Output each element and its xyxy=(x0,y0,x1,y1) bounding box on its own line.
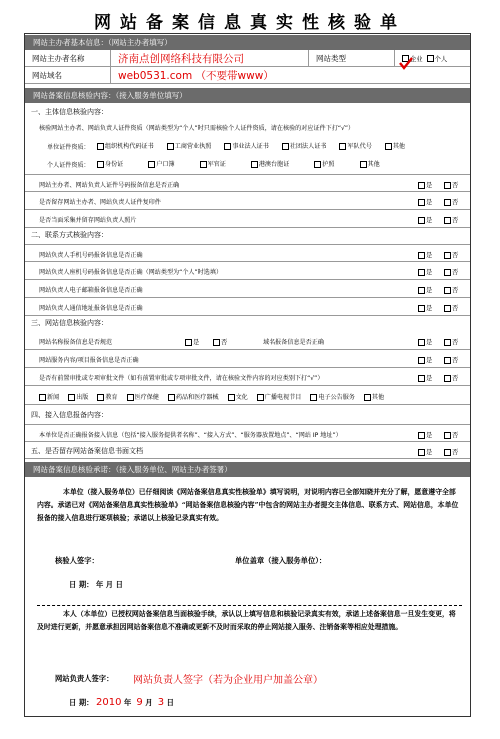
s3-q2-yes[interactable]: 是 xyxy=(418,355,432,364)
s2-row-1: 网站负责人座机号码报备信息是否正确（网站类型为“个人”时选填） 是 否 xyxy=(25,262,470,280)
approval-option-0[interactable]: 新闻 xyxy=(39,394,59,401)
person-cert-option-0[interactable]: 身份证 xyxy=(97,161,123,168)
s4-yes[interactable]: 是 xyxy=(418,430,432,439)
section-5-title: 五、是否留存网站备案信息书面文档 xyxy=(31,447,143,455)
s1-row-0: 网站主办者、网站负责人证件号码报备信息是否正确 是 否 xyxy=(25,174,470,192)
s5-yes[interactable]: 是 xyxy=(418,447,432,456)
commit-paragraph-1: 本单位（接入服务单位）已仔细阅读《网站备案信息真实性核验单》填写说明，对说明内容已全部知晓并充分了解，愿意遵守全部内容。承诺已对《网站备案信息真实性核验单》“网站备案信息核验内容”中包含的网站主办者提交主体信息、联系方式、网站信息，本单位报备的接入信息进行逐项核验；承诺以上核验记录真实有效。 xyxy=(37,488,459,522)
verification-form xyxy=(24,33,471,717)
s3-q1-no[interactable]: 否 xyxy=(213,337,227,346)
approval-option-2[interactable]: 教育 xyxy=(97,394,117,401)
s2-row-2: 网站负责人电子邮箱报备信息是否正确 是 否 xyxy=(25,280,470,298)
page-title: 网站备案信息真实性核验单 xyxy=(94,13,406,33)
person-cert-option-3[interactable]: 港澳台胞证 xyxy=(251,161,289,168)
commit-paragraph-2: 本人（本单位）已授权网站备案信息当面核验手续，承认以上填写信息和核验记录真实有效，承诺上述备案信息一旦发生变更，将及时进行更新，并愿意承担因网站备案信息不准确或更新不及时而采取的停止网站接入服务、注销备案等相应处理措施。 xyxy=(37,610,456,631)
domain-label: 网站域名 xyxy=(25,67,111,83)
s1-yes-1[interactable]: 是 xyxy=(418,197,432,206)
domain-value: web0531.com （不要带www） xyxy=(118,69,274,82)
s1-row-1: 是否留存网站主办者、网站负责人证件复印件 是 否 xyxy=(25,192,470,210)
s4-no[interactable]: 否 xyxy=(444,430,458,439)
type-company-checkbox[interactable]: 企业 xyxy=(402,54,423,63)
section-3-title: 三、网站信息核验内容： xyxy=(31,319,108,327)
section-1-title: 一、主体信息核验内容： xyxy=(31,108,108,116)
s1-no-1[interactable]: 否 xyxy=(444,197,458,206)
date-year: 2010 xyxy=(95,697,122,708)
person-cert-label: 个人证件资质： xyxy=(47,162,90,169)
unit-cert-label: 单位证件资质： xyxy=(47,144,90,151)
unit-cert-option-4[interactable]: 军队代号 xyxy=(339,143,371,150)
s1-yes-2[interactable]: 是 xyxy=(418,215,432,224)
s1-no-2[interactable]: 否 xyxy=(444,215,458,224)
date-month: 9 xyxy=(136,697,143,708)
approval-option-8[interactable]: 其他 xyxy=(364,394,384,401)
unit-cert-options xyxy=(97,141,418,150)
date-day: 3 xyxy=(157,697,165,708)
s3-q1-yes[interactable]: 是 xyxy=(185,337,199,346)
person-cert-option-4[interactable]: 护照 xyxy=(314,161,334,168)
s3-q3-no[interactable]: 否 xyxy=(444,373,458,382)
s3-q1b-no[interactable]: 否 xyxy=(444,337,458,346)
approval-option-3[interactable]: 医疗保健 xyxy=(127,394,159,401)
basic-info-header: 网站主办者基本信息：（网站主办者填写） xyxy=(25,35,470,50)
unit-cert-option-3[interactable]: 社团法人证书 xyxy=(282,143,327,150)
s2-no-2[interactable]: 否 xyxy=(444,285,458,294)
date-line-2: 日 期： 2010 年 9 月 3 日 xyxy=(69,697,174,708)
s4-row: 本单位是否正确报备接入信息（包括“接入服务提供者名称”、“接入方式”、“服务器放置地点”、“网站 IP 地址”） 是 否 xyxy=(25,424,470,442)
s2-row-3: 网站负责人通信地址报备信息是否正确 是 否 xyxy=(25,298,470,316)
name-field[interactable] xyxy=(111,50,309,66)
unit-cert-option-1[interactable]: 工商营业执照 xyxy=(167,143,212,150)
name-label: 网站主办者名称 xyxy=(25,50,111,66)
approval-option-7[interactable]: 电子公告服务 xyxy=(310,394,355,401)
s2-yes-2[interactable]: 是 xyxy=(418,285,432,294)
type-label: 网站类型 xyxy=(309,50,395,66)
checkmark-icon xyxy=(398,56,414,72)
s2-yes-3[interactable]: 是 xyxy=(418,303,432,312)
person-cert-option-2[interactable]: 军官证 xyxy=(200,161,226,168)
s1-yes-0[interactable]: 是 xyxy=(418,180,432,189)
unit-cert-option-2[interactable]: 事业法人证书 xyxy=(224,143,269,150)
domain-field[interactable] xyxy=(111,67,470,83)
date-line-1: 日 期： 年 月 日 xyxy=(69,580,123,589)
approval-option-5[interactable]: 文化 xyxy=(228,394,248,401)
s1-no-0[interactable]: 否 xyxy=(444,180,458,189)
s3-q1b-yes[interactable]: 是 xyxy=(418,337,432,346)
commit-header: 网站备案信息核验承诺：（接入服务单位、网站主办者签署） xyxy=(25,462,470,477)
s3-row-3: 是否有前置审批或专项审批文件（如有前置审批或专项审批文件，请在核验文件内容的对应类别下打“√”） 是 否 xyxy=(25,368,470,386)
s5-no[interactable]: 否 xyxy=(444,447,458,456)
s3-q3-yes[interactable]: 是 xyxy=(418,373,432,382)
approval-option-6[interactable]: 广播电视节目 xyxy=(257,394,302,401)
s2-no-1[interactable]: 否 xyxy=(444,267,458,276)
name-value: 济南点创网络科技有限公司 xyxy=(118,52,244,65)
section-2-title: 二、联系方式核验内容： xyxy=(31,231,108,239)
verifier-signature-label: 核验人签字： xyxy=(55,556,99,565)
s2-row-0: 网站负责人手机号码报备信息是否正确 是 否 xyxy=(25,244,470,262)
s2-no-3[interactable]: 否 xyxy=(444,303,458,312)
person-cert-option-1[interactable]: 户口簿 xyxy=(148,161,174,168)
responsible-signature-label: 网站负责人签字： xyxy=(55,674,114,683)
s2-yes-1[interactable]: 是 xyxy=(418,267,432,276)
verify-header: 网站备案信息核验内容：（接入服务单位填写） xyxy=(25,88,470,103)
s2-no-0[interactable]: 否 xyxy=(444,250,458,259)
unit-cert-option-0[interactable]: 组织机构代码证书 xyxy=(97,143,154,150)
section-1-note: 核验网站主办者、网站负责人证件资质（网站类型为“个人”时只需核验个人证件资质，请在核验的对应证件下打“√”） xyxy=(39,125,355,132)
approval-option-1[interactable]: 出版 xyxy=(68,394,88,401)
s2-yes-0[interactable]: 是 xyxy=(418,250,432,259)
person-cert-options xyxy=(97,159,405,168)
s3-row-2: 网站服务内容/项目报备信息是否正确 是 否 xyxy=(25,350,470,368)
s1-row-2: 是否当面采集并留存网站负责人照片 是 否 xyxy=(25,210,470,228)
type-person-checkbox[interactable]: 个人 xyxy=(427,54,448,63)
person-cert-option-5[interactable]: 其他 xyxy=(360,161,380,168)
s3-q2-no[interactable]: 否 xyxy=(444,355,458,364)
section-4-title: 四、接入信息报备内容： xyxy=(31,411,108,419)
approval-option-4[interactable]: 药品和医疗器械 xyxy=(168,394,219,401)
unit-seal-label: 单位盖章（接入服务单位）： xyxy=(235,556,327,565)
s3-row-1: 网站名称报备信息是否规范 是 否 域名报备信息是否正确 是 否 xyxy=(25,332,470,350)
unit-cert-option-5[interactable]: 其他 xyxy=(385,143,405,150)
responsible-signature-value[interactable]: 网站负责人签字（若为企业用户加盖公章） xyxy=(133,675,323,686)
s5-row xyxy=(25,442,470,459)
